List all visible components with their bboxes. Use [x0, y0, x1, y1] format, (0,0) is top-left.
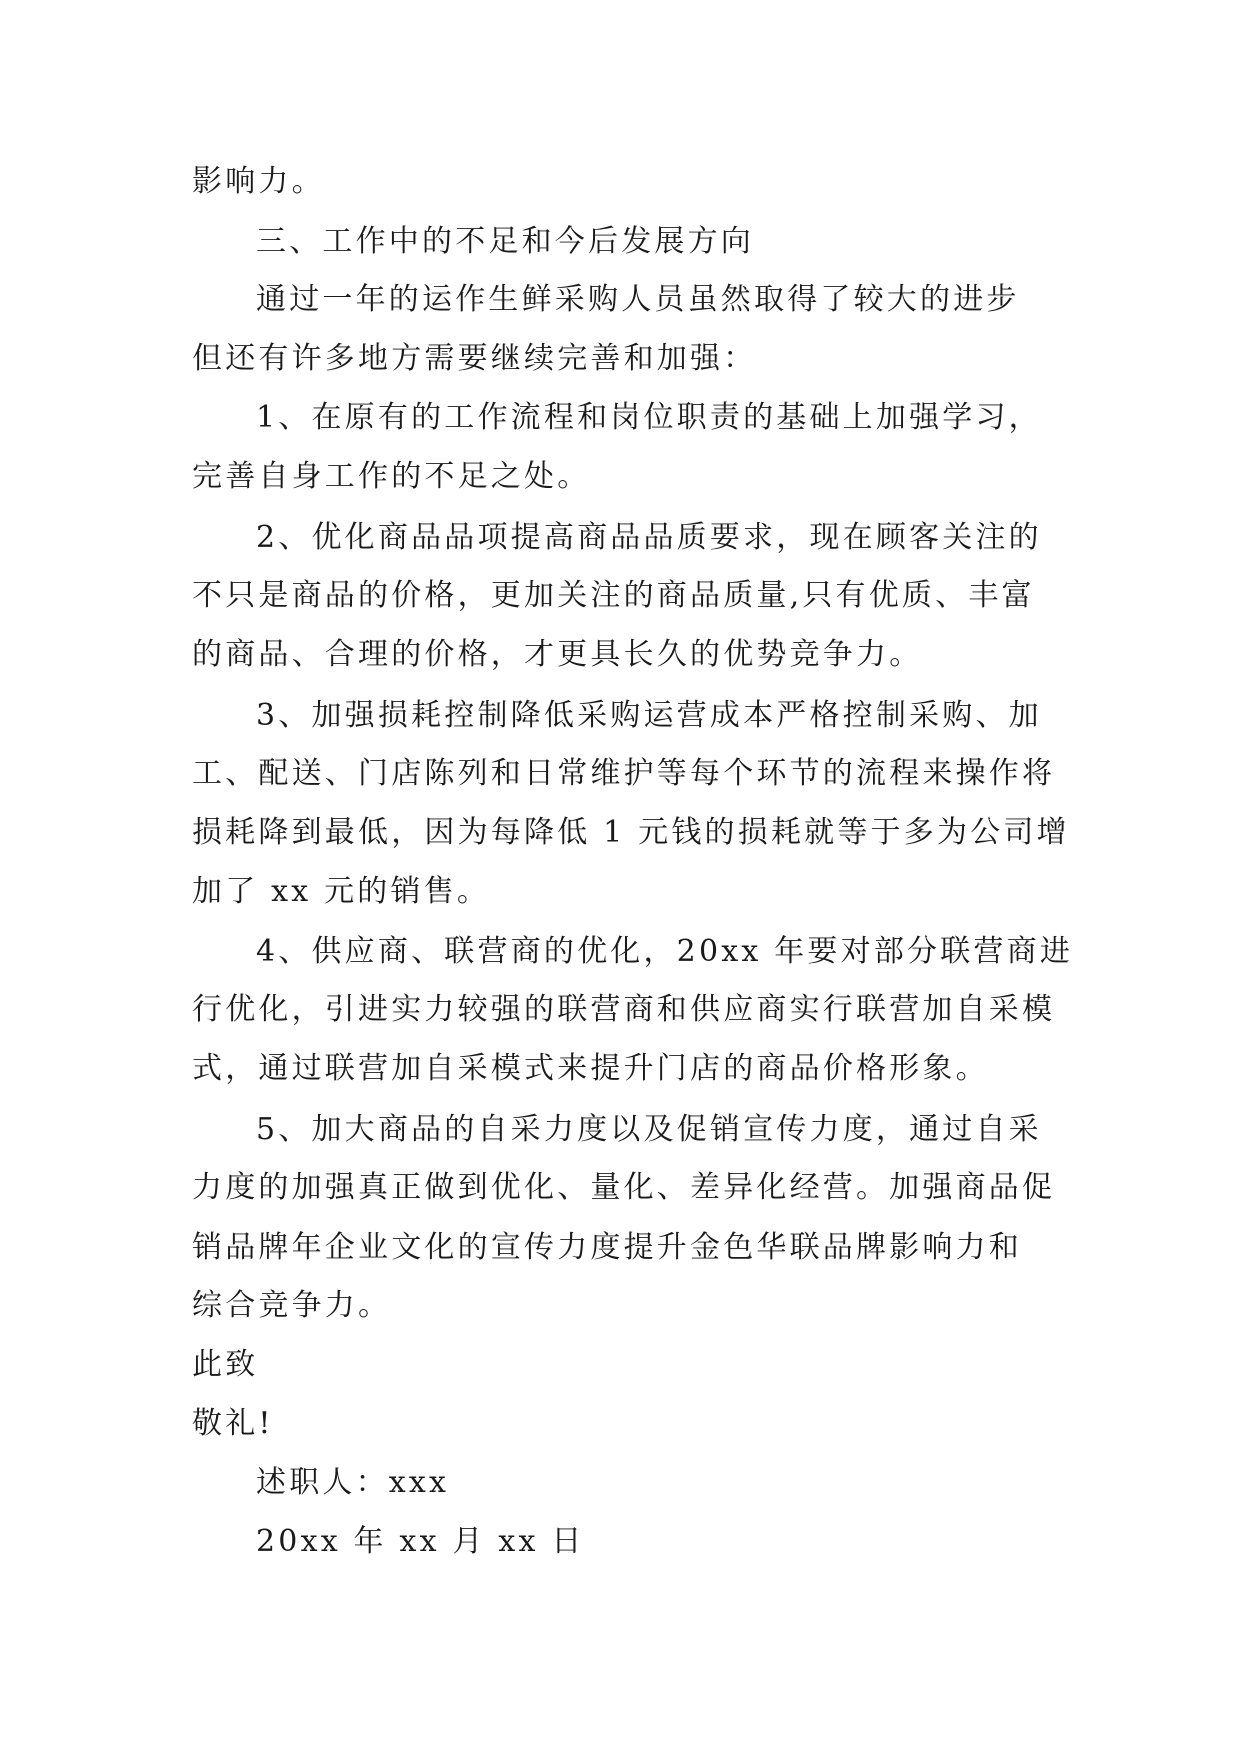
list-item-line: 1、在原有的工作流程和岗位职责的基础上加强学习， [256, 400, 1042, 435]
list-item-line: 2、优化商品品项提高商品品质要求，现在顾客关注的 [256, 520, 1042, 555]
paragraph-line: 影响力。 [192, 164, 325, 199]
signature-date: 20xx 年 xx 月 xx 日 [256, 1524, 585, 1559]
list-item-line: 5、加大商品的自采力度以及促销宣传力度，通过自采 [256, 1112, 1042, 1147]
paragraph-line: 通过一年的运作生鲜采购人员虽然取得了较大的进步 [256, 282, 1020, 317]
closing-salutation: 此致 [192, 1347, 259, 1382]
list-item-line: 销品牌年企业文化的宣传力度提升金色华联品牌影响力和 [192, 1230, 1022, 1265]
paragraph-line: 但还有许多地方需要继续完善和加强： [192, 341, 757, 376]
section-heading: 三、工作中的不足和今后发展方向 [256, 224, 754, 259]
list-item-line: 不只是商品的价格，更加关注的商品质量,只有优质、丰富 [192, 578, 1035, 613]
list-item-line: 的商品、合理的价格，才更具长久的优势竞争力。 [192, 637, 923, 672]
list-item-line: 式，通过联营加自采模式来提升门店的商品价格形象。 [192, 1051, 989, 1086]
list-item-line: 损耗降到最低，因为每降低 1 元钱的损耗就等于多为公司增 [192, 815, 1070, 850]
reporter-signature: 述职人：xxx [256, 1465, 450, 1500]
list-item-line: 力度的加强真正做到优化、量化、差异化经营。加强商品促 [192, 1170, 1056, 1205]
list-item-line: 3、加强损耗控制降低采购运营成本严格控制采购、加 [256, 698, 1042, 733]
closing-salutation: 敬礼! [192, 1406, 274, 1441]
list-item-line: 工、配送、门店陈列和日常维护等每个环节的流程来操作将 [192, 756, 1056, 791]
list-item-line: 行优化，引进实力较强的联营商和供应商实行联营加自采模 [192, 992, 1056, 1027]
list-item-line: 综合竞争力。 [192, 1288, 392, 1323]
list-item-line: 加了 xx 元的销售。 [192, 874, 491, 909]
list-item-line: 4、供应商、联营商的优化，20xx 年要对部分联营商进 [256, 934, 1074, 969]
list-item-line: 完善自身工作的不足之处。 [192, 459, 591, 494]
